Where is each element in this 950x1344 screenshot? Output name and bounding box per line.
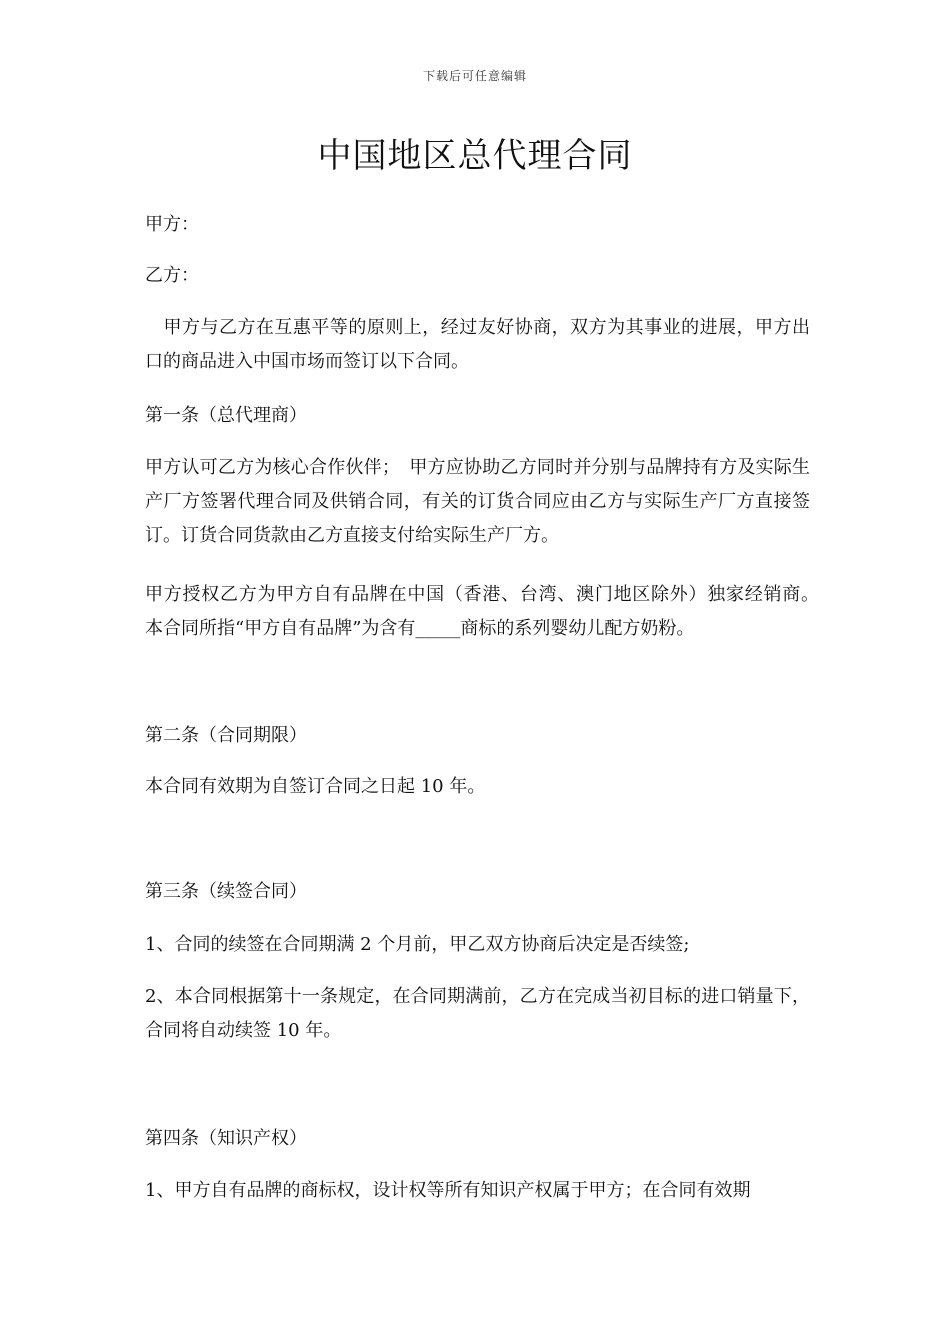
article-3-item-2: 2、本合同根据第十一条规定，在合同期满前，乙方在完成当初目标的进口销量下，合同将自动续签 10 年。 xyxy=(145,986,810,1041)
article-1-heading: 第一条（总代理商） xyxy=(145,405,307,426)
article-4-item-1: 1、甲方自有品牌的商标权，设计权等所有知识产权属于甲方；在合同有效期 xyxy=(145,1180,751,1201)
intro-paragraph: 甲方与乙方在互惠平等的原则上，经过友好协商，双方为其事业的进展，甲方出口的商品进入中国市场而签订以下合同。 xyxy=(145,317,810,372)
article-1-paragraph-1: 甲方认可乙方为核心合作伙伴； 甲方应协助乙方同时并分别与品牌持有方及实际生产厂方签署代理合同及供销合同，有关的订货合同应由乙方与实际生产厂方直接签订。订货合同货款由乙方直接支付给实际生产厂方。 xyxy=(145,457,810,546)
party-b-label: 乙方： xyxy=(145,265,199,286)
article-2-heading: 第二条（合同期限） xyxy=(145,725,307,746)
article-4-heading: 第四条（知识产权） xyxy=(145,1128,307,1149)
article-2-paragraph-1: 本合同有效期为自签订合同之日起 10 年。 xyxy=(145,776,486,797)
article-3-heading: 第三条（续签合同） xyxy=(145,881,307,902)
header-note: 下载后可任意编辑 xyxy=(422,69,527,83)
article-1-paragraph-2: 甲方授权乙方为甲方自有品牌在中国（香港、台湾、澳门地区除外）独家经销商。 本合同所指“甲方自有品牌”为含有_____商标的系列婴幼儿配方奶粉。 xyxy=(145,584,828,639)
document-title: 中国地区总代理合同 xyxy=(317,136,633,176)
article-3-item-1: 1、合同的续签在合同期满 2 个月前，甲乙双方协商后决定是否续签; xyxy=(145,934,690,955)
party-a-label: 甲方： xyxy=(145,214,199,235)
